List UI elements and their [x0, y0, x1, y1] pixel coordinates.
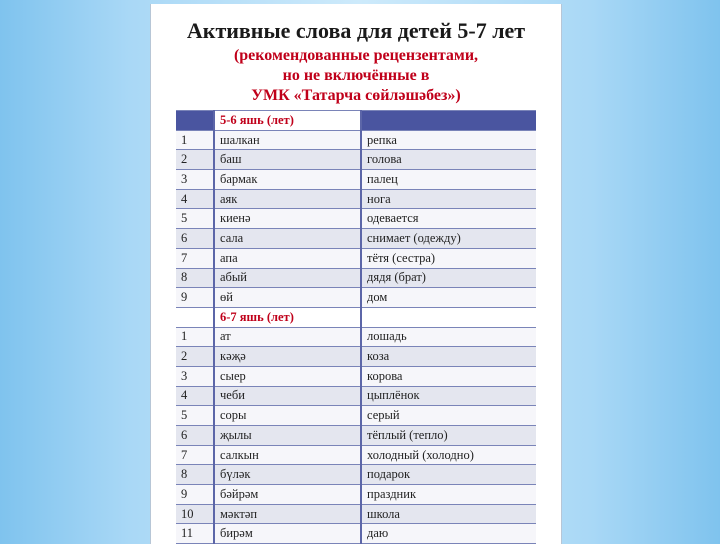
table-row: [176, 209, 536, 229]
table-row: [176, 288, 536, 308]
tatar-word: абый: [214, 268, 361, 288]
russian-translation: дядя (брат): [361, 268, 536, 288]
section-translation-cell: [361, 307, 536, 327]
tatar-word: шалкан: [214, 130, 361, 150]
slide: [150, 4, 562, 544]
section-header-row: [176, 307, 536, 327]
russian-translation: нога: [361, 189, 536, 209]
russian-translation: лошадь: [361, 327, 536, 347]
row-number: 8: [176, 465, 214, 485]
tatar-word: өй: [214, 288, 361, 308]
table-row: [176, 485, 536, 505]
slide-title: Активные слова для детей 5-7 лет: [186, 18, 526, 43]
tatar-word: баш: [214, 150, 361, 170]
table-row: [176, 130, 536, 150]
row-number: 8: [176, 268, 214, 288]
row-number: 4: [176, 386, 214, 406]
tatar-word: аяк: [214, 189, 361, 209]
russian-translation: голова: [361, 150, 536, 170]
table-row: [176, 170, 536, 190]
row-number: 7: [176, 445, 214, 465]
table-row: [176, 504, 536, 524]
table-row: [176, 426, 536, 446]
tatar-word: чеби: [214, 386, 361, 406]
tatar-word: мәктәп: [214, 504, 361, 524]
table-row: [176, 327, 536, 347]
russian-translation: серый: [361, 406, 536, 426]
row-number: 9: [176, 485, 214, 505]
tatar-word: киенә: [214, 209, 361, 229]
table-row: [176, 465, 536, 485]
row-number: 1: [176, 130, 214, 150]
table-row: [176, 445, 536, 465]
russian-translation: праздник: [361, 485, 536, 505]
tatar-word: бирәм: [214, 524, 361, 544]
section-number-cell: [176, 111, 214, 131]
tatar-word: кәҗә: [214, 347, 361, 367]
subtitle-line: (рекомендованные рецензентами,: [233, 47, 479, 64]
row-number: 2: [176, 150, 214, 170]
tatar-word: апа: [214, 248, 361, 268]
russian-translation: тёплый (тепло): [361, 426, 536, 446]
row-number: 9: [176, 288, 214, 308]
tatar-word: бүләк: [214, 465, 361, 485]
table-row: [176, 189, 536, 209]
row-number: 3: [176, 170, 214, 190]
table-row: [176, 366, 536, 386]
subtitle-line: но не включённые в: [282, 67, 430, 84]
russian-translation: палец: [361, 170, 536, 190]
table-row: [176, 406, 536, 426]
table-row: [176, 386, 536, 406]
row-number: 7: [176, 248, 214, 268]
row-number: 5: [176, 406, 214, 426]
tatar-word: салкын: [214, 445, 361, 465]
russian-translation: тётя (сестра): [361, 248, 536, 268]
row-number: 6: [176, 229, 214, 249]
section-translation-cell: [361, 111, 536, 131]
subtitle-line: УМК «Татарча сөйләшәбез»): [251, 87, 461, 104]
slide-subtitle: [151, 46, 561, 106]
table-row: [176, 150, 536, 170]
tatar-word: бәйрәм: [214, 485, 361, 505]
table-row: [176, 347, 536, 367]
table-row: [176, 248, 536, 268]
tatar-word: сала: [214, 229, 361, 249]
russian-translation: холодный (холодно): [361, 445, 536, 465]
table-row: [176, 524, 536, 544]
table-row: [176, 229, 536, 249]
row-number: 10: [176, 504, 214, 524]
section-header-row: [176, 111, 536, 131]
tatar-word: сыер: [214, 366, 361, 386]
russian-translation: дом: [361, 288, 536, 308]
russian-translation: школа: [361, 504, 536, 524]
russian-translation: подарок: [361, 465, 536, 485]
row-number: 2: [176, 347, 214, 367]
section-heading: 5-6 яшь (лет): [214, 111, 361, 131]
row-number: 4: [176, 189, 214, 209]
tatar-word: җылы: [214, 426, 361, 446]
vocabulary-table: [176, 110, 536, 544]
section-heading: 6-7 яшь (лет): [214, 307, 361, 327]
russian-translation: одевается: [361, 209, 536, 229]
row-number: 1: [176, 327, 214, 347]
russian-translation: корова: [361, 366, 536, 386]
row-number: 3: [176, 366, 214, 386]
tatar-word: бармак: [214, 170, 361, 190]
russian-translation: снимает (одежду): [361, 229, 536, 249]
russian-translation: коза: [361, 347, 536, 367]
tatar-word: соры: [214, 406, 361, 426]
russian-translation: репка: [361, 130, 536, 150]
table-row: [176, 268, 536, 288]
russian-translation: цыплёнок: [361, 386, 536, 406]
tatar-word: ат: [214, 327, 361, 347]
row-number: 11: [176, 524, 214, 544]
russian-translation: даю: [361, 524, 536, 544]
row-number: 5: [176, 209, 214, 229]
section-number-cell: [176, 307, 214, 327]
row-number: 6: [176, 426, 214, 446]
